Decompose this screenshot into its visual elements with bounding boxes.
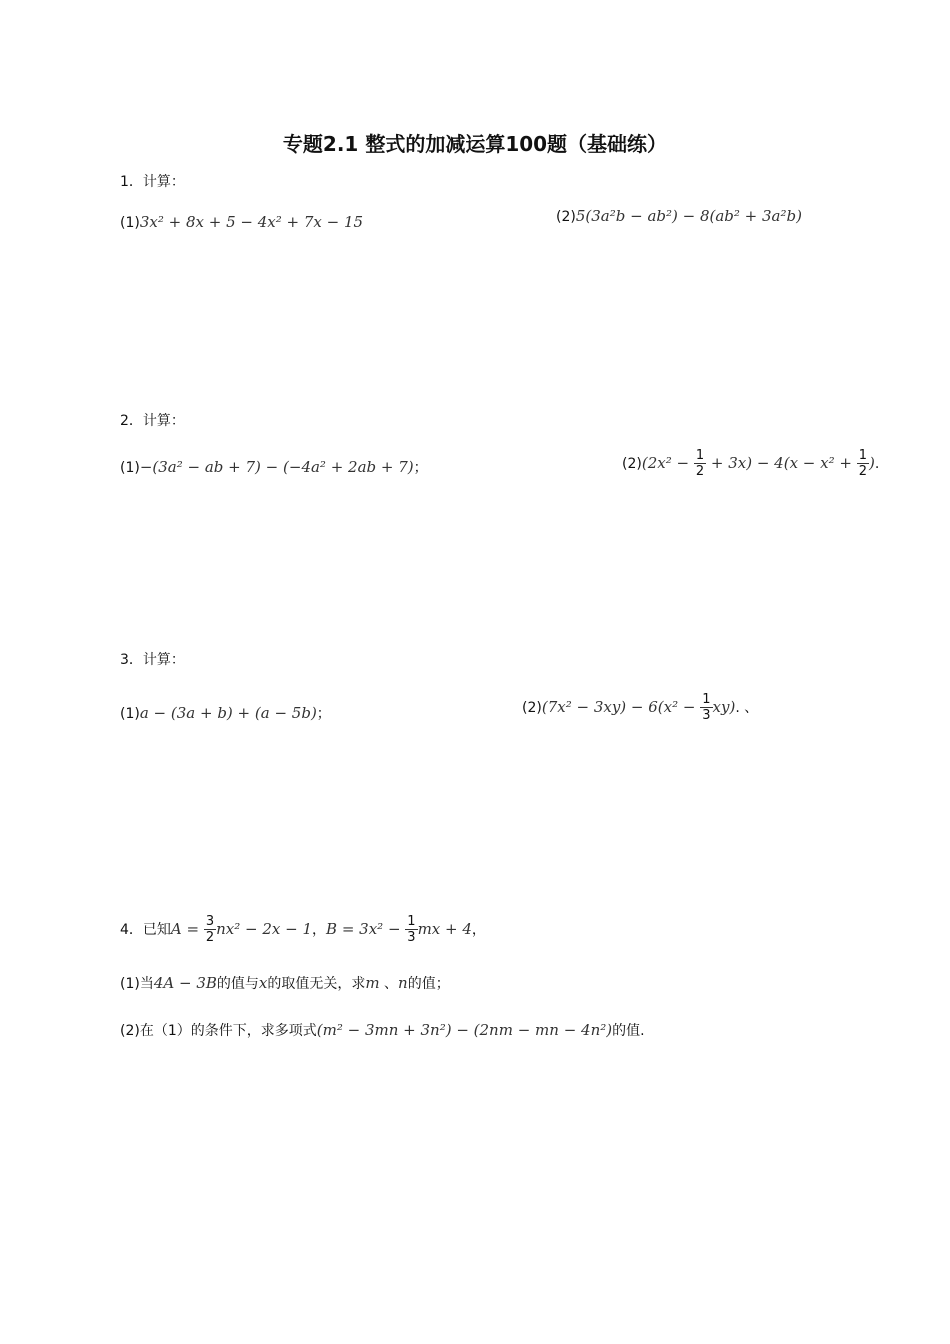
question-2-part-2 xyxy=(622,448,879,479)
fraction-numerator: 1 xyxy=(702,692,711,707)
math-expression: a − (3a + b) + (a − 5b) xyxy=(139,704,317,722)
question-1-heading: 1．计算： xyxy=(120,174,185,190)
question-1-part-1 xyxy=(120,212,363,231)
fraction xyxy=(405,914,417,945)
math-b-lhs: B = 3x² − xyxy=(326,920,406,938)
text: 的取值无关，求 xyxy=(267,976,366,992)
text: 、 xyxy=(379,976,399,992)
question-4-heading xyxy=(120,914,486,945)
part-label: (1) xyxy=(120,460,140,476)
punctuation: ， xyxy=(471,922,486,938)
fraction xyxy=(700,692,712,723)
page-title: 专题2.1 整式的加减运算100题（基础练） xyxy=(282,132,668,156)
fraction-denominator: 3 xyxy=(407,930,416,945)
text: 当 xyxy=(139,976,154,992)
punctuation: ； xyxy=(413,460,428,476)
math-a-lhs: A = xyxy=(170,920,204,938)
fraction-numerator: 1 xyxy=(407,914,416,929)
math-expression: 3x² + 8x + 5 − 4x² + 7x − 15 xyxy=(139,213,364,231)
part-label: (1) xyxy=(120,215,140,231)
question-4-part-2 xyxy=(120,1020,645,1040)
fraction xyxy=(694,448,706,479)
part-label: (2) xyxy=(120,1023,140,1039)
text: 的值. xyxy=(612,1023,645,1039)
punctuation: ； xyxy=(316,706,331,722)
text: 在（1）的条件下，求多项式 xyxy=(139,1023,317,1039)
question-1-part-2 xyxy=(556,206,802,225)
punctuation: . 、 xyxy=(735,700,759,716)
fraction-denominator: 2 xyxy=(695,464,705,479)
fraction xyxy=(857,448,869,479)
fraction-denominator: 2 xyxy=(205,930,215,945)
question-4-part-1 xyxy=(120,973,450,993)
math-expression: 5(3a²b − ab²) − 8(ab² + 3a²b) xyxy=(575,207,802,225)
math-expression-end: xy) xyxy=(712,698,736,716)
question-3-heading: 3．计算： xyxy=(120,652,185,668)
math-expression: −(3a² − ab + 7) − (−4a² + 2ab + 7) xyxy=(139,458,414,476)
math-expression: (m² − 3mn + 3n²) − (2nm − mn − 4n²) xyxy=(316,1021,613,1039)
fraction-numerator: 1 xyxy=(695,448,705,463)
math-a-rhs: nx² − 2x − 1 xyxy=(216,920,313,938)
punctuation: . xyxy=(874,456,880,472)
fraction-numerator: 1 xyxy=(858,448,867,463)
part-label: (2) xyxy=(522,700,542,716)
question-2-heading: 2．计算： xyxy=(120,413,185,429)
punctuation: ， xyxy=(312,922,327,938)
fraction-numerator: 3 xyxy=(205,914,215,929)
fraction-denominator: 3 xyxy=(702,708,711,723)
question-3-part-1 xyxy=(120,703,331,723)
math-variable: x xyxy=(258,974,268,992)
part-label: (1) xyxy=(120,976,140,992)
math-expression-start: (7x² − 3xy) − 6(x² − xyxy=(541,698,701,716)
part-label: (2) xyxy=(622,456,642,472)
math-b-rhs: mx + 4 xyxy=(417,920,472,938)
fraction-denominator: 2 xyxy=(858,464,867,479)
text: 的值与 xyxy=(216,976,259,992)
math-expression-middle: + 3x) − 4(x − x² + xyxy=(706,454,857,472)
part-label: (2) xyxy=(556,209,576,225)
question-3-part-2 xyxy=(522,692,758,723)
math-variable: m xyxy=(365,974,380,992)
part-label: (1) xyxy=(120,706,140,722)
math-expression-end: ) xyxy=(869,454,875,472)
math-expression-start: (2x² − xyxy=(641,454,694,472)
fraction xyxy=(204,914,216,945)
question-2-part-1 xyxy=(120,457,428,477)
math-variable: n xyxy=(398,974,408,992)
math-expression: 4A − 3B xyxy=(153,974,217,992)
text: 的值； xyxy=(407,976,450,992)
question-4-prefix: 4．已知 xyxy=(120,922,171,938)
